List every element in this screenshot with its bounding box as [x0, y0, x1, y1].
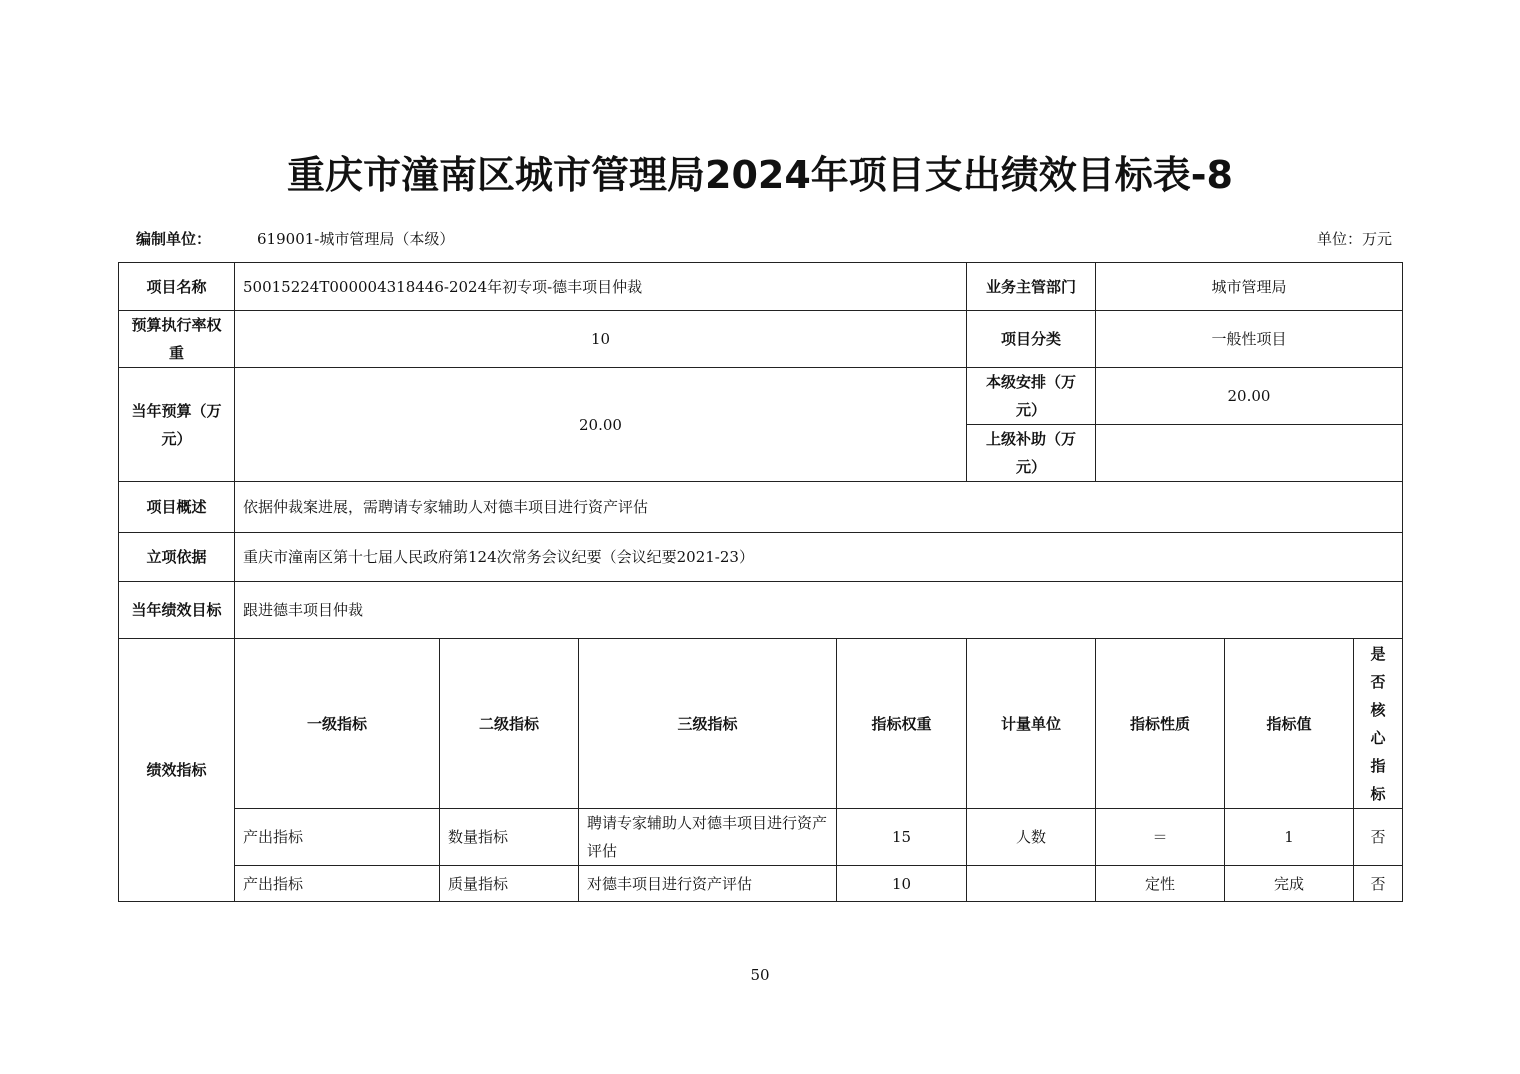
- overview-value: 依据仲裁案进展，需聘请专家辅助人对德丰项目进行资产评估: [235, 482, 1403, 533]
- currency-unit: 单位：万元: [1316, 230, 1392, 248]
- perf-indicators-label: 绩效指标: [119, 639, 235, 902]
- cell-level2: 质量指标: [440, 866, 579, 902]
- cell-weight: 15: [837, 809, 967, 866]
- row-annual-budget: [119, 368, 1403, 425]
- page-number: 50: [750, 966, 770, 984]
- local-arrangement-label: 本级安排（万元）: [967, 368, 1096, 425]
- project-name-label: 项目名称: [119, 263, 235, 311]
- budget-weight-value: 10: [235, 311, 967, 368]
- cell-level3: 聘请专家辅助人对德丰项目进行资产评估: [579, 809, 837, 866]
- upper-subsidy-label: 上级补助（万元）: [967, 425, 1096, 482]
- annual-budget-label: 当年预算（万元）: [119, 368, 235, 482]
- annual-budget-value: 20.00: [235, 368, 967, 482]
- col-level2-header: 二级指标: [440, 639, 579, 809]
- col-level3-header: 三级指标: [579, 639, 837, 809]
- goal-value: 跟进德丰项目仲裁: [235, 582, 1403, 639]
- row-indicator-header: [119, 639, 1403, 809]
- category-label: 项目分类: [967, 311, 1096, 368]
- row-budget-weight: [119, 311, 1403, 368]
- cell-core: 否: [1354, 809, 1403, 866]
- table-row: [119, 809, 1403, 866]
- local-arrangement-value: 20.00: [1096, 368, 1403, 425]
- col-core-header: 是 否 核 心 指 标: [1354, 639, 1403, 809]
- table-row: [119, 866, 1403, 902]
- goal-label: 当年绩效目标: [119, 582, 235, 639]
- cell-weight: 10: [837, 866, 967, 902]
- cell-level1: 产出指标: [235, 809, 440, 866]
- row-annual-goal: [119, 582, 1403, 639]
- cell-unit: 人数: [967, 809, 1096, 866]
- dept-value: 城市管理局: [1096, 263, 1403, 311]
- cell-level3: 对德丰项目进行资产评估: [579, 866, 837, 902]
- col-nature-header: 指标性质: [1096, 639, 1225, 809]
- cell-level1: 产出指标: [235, 866, 440, 902]
- row-basis: [119, 533, 1403, 582]
- col-weight-header: 指标权重: [837, 639, 967, 809]
- basis-label: 立项依据: [119, 533, 235, 582]
- row-project-name: [119, 263, 1403, 311]
- compiling-unit: [136, 228, 454, 249]
- category-value: 一般性项目: [1096, 311, 1403, 368]
- overview-label: 项目概述: [119, 482, 235, 533]
- upper-subsidy-value: [1096, 425, 1403, 482]
- dept-label: 业务主管部门: [967, 263, 1096, 311]
- col-value-header: 指标值: [1225, 639, 1354, 809]
- row-overview: [119, 482, 1403, 533]
- col-level1-header: 一级指标: [235, 639, 440, 809]
- compiling-unit-label: 编制单位：: [136, 230, 212, 248]
- cell-nature: 定性: [1096, 866, 1225, 902]
- project-name-value: 50015224T000004318446-2024年初专项-德丰项目仲裁: [235, 263, 967, 311]
- cell-core: 否: [1354, 866, 1403, 902]
- col-unit-header: 计量单位: [967, 639, 1096, 809]
- cell-value: 完成: [1225, 866, 1354, 902]
- compiling-unit-value: 619001-城市管理局（本级）: [257, 230, 455, 248]
- cell-level2: 数量指标: [440, 809, 579, 866]
- budget-weight-label: 预算执行率权重: [119, 311, 235, 368]
- performance-table: [118, 262, 1403, 902]
- cell-nature: ＝: [1096, 809, 1225, 866]
- basis-value: 重庆市潼南区第十七届人民政府第124次常务会议纪要（会议纪要2021-23）: [235, 533, 1403, 582]
- page-title: 重庆市潼南区城市管理局2024年项目支出绩效目标表-8: [287, 153, 1233, 197]
- cell-unit: [967, 866, 1096, 902]
- cell-value: 1: [1225, 809, 1354, 866]
